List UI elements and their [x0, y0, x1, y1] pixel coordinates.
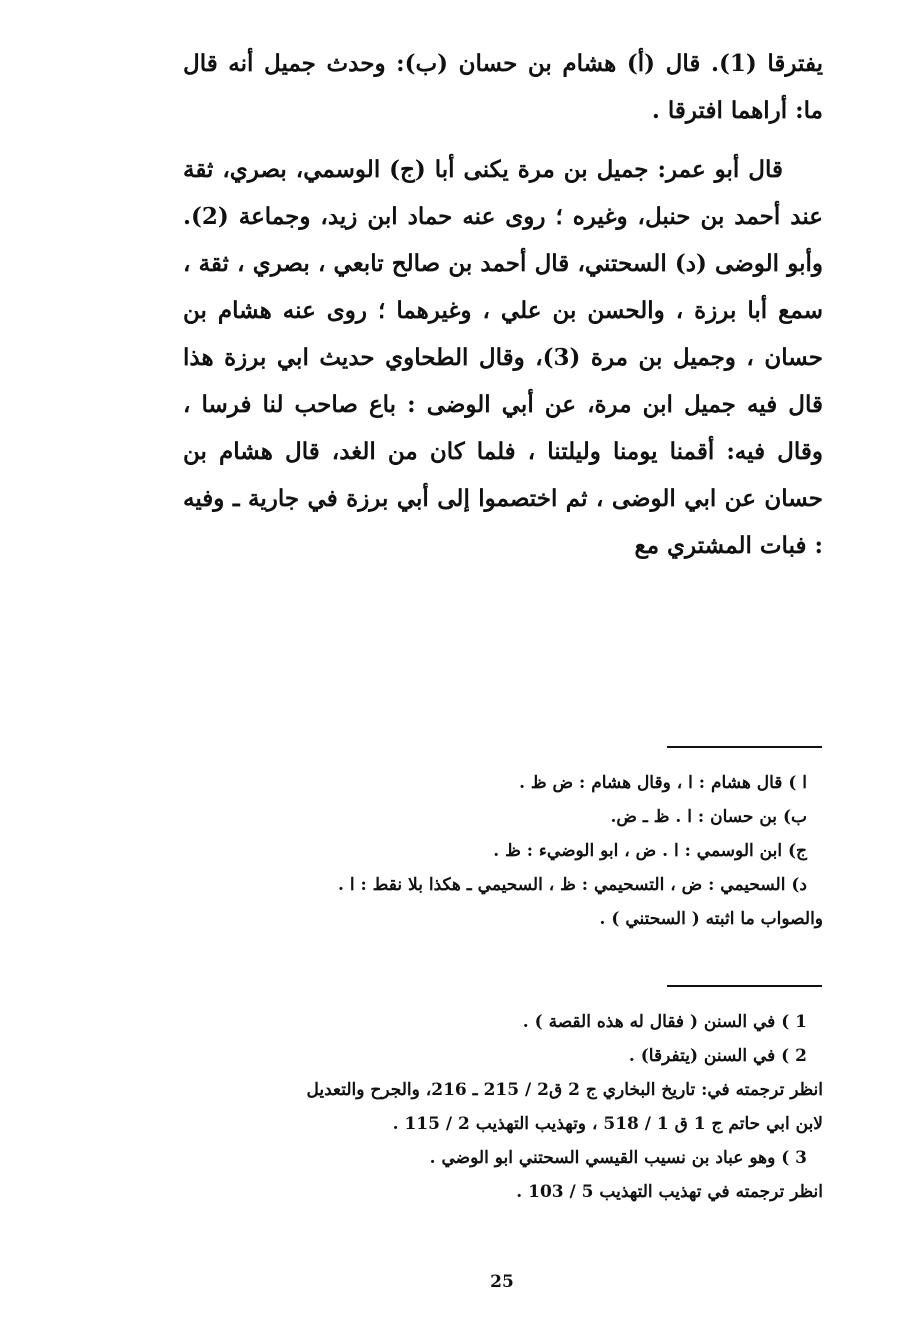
footnote-line: لابن ابي حاتم ج 1 ق 1 / 518 ، وتهذيب التهذيب 2 / 115 . — [392, 1114, 823, 1134]
paragraph-1: يفترقا (1). قال (أ) هشام بن حسان (ب): وحدث جميل أنه قال ما: أراهما افترقا . — [183, 50, 824, 124]
footnote-line: انظر ترجمته في تهذيب التهذيب 5 / 103 . — [516, 1182, 823, 1202]
footnote-divider-1 — [667, 746, 822, 748]
footnote-line: 1 ) في السنن ( فقال له هذه القصة ) . — [522, 1012, 807, 1032]
page-number: 25 — [490, 1272, 514, 1292]
footnote-line: 2 ) في السنن (يتفرقا) . — [628, 1046, 807, 1066]
footnote-line: ب) بن حسان : ا . ظ ـ ض. — [610, 807, 807, 827]
footnotes-references — [183, 1005, 823, 1209]
footnote-line: ا ) قال هشام : ا ، وقال هشام : ض ظ . — [519, 773, 807, 793]
footnote-line: 3 ) وهو عباد بن نسيب القيسي السحتني ابو الوضي . — [429, 1148, 807, 1168]
footnote-line: ج) ابن الوسمي : ا . ض ، ابو الوضيء : ظ . — [493, 841, 807, 861]
footnote-line: د) السحيمي : ض ، التسحيمي : ظ ، السحيمي ـ هكذا بلا نقط : ا . — [338, 875, 807, 895]
paragraph-2: قال أبو عمر: جميل بن مرة يكنى أبا (ج) الوسمي، بصري، ثقة عند أحمد بن حنبل، وغيره ؛ روى عنه حماد ابن زيد، وجماعة (2). وأبو الوضى (د) السحتني، قال أحمد بن صالح تابعي ، بصري ، ثقة ، سمع أبا برزة ، والحسن بن علي ، وغيرهما ؛ روى عنه هشام بن حسان ، وجميل بن مرة (3)، وقال الطحاوي حديث ابي برزة هذا قال فيه جميل ابن مرة، عن أبي الوضى : باع صاحب لنا فرسا ، وقال فيه: أقمنا يومنا وليلتنا ، فلما كان من الغد، قال هشام بن حسان عن ابي الوضى ، ثم اختصموا إلى أبي برزة في جارية ـ وفيه : فبات المشتري مع — [183, 156, 823, 559]
footnotes-variants — [183, 766, 823, 936]
main-text — [183, 40, 823, 569]
footnote-line: والصواب ما اثبته ( السحتني ) . — [599, 909, 823, 929]
footnote-line: انظر ترجمته في: تاريخ البخاري ج 2 ق2 / 215 ـ 216، والجرح والتعديل — [306, 1080, 823, 1100]
footnote-divider-2 — [667, 985, 822, 987]
